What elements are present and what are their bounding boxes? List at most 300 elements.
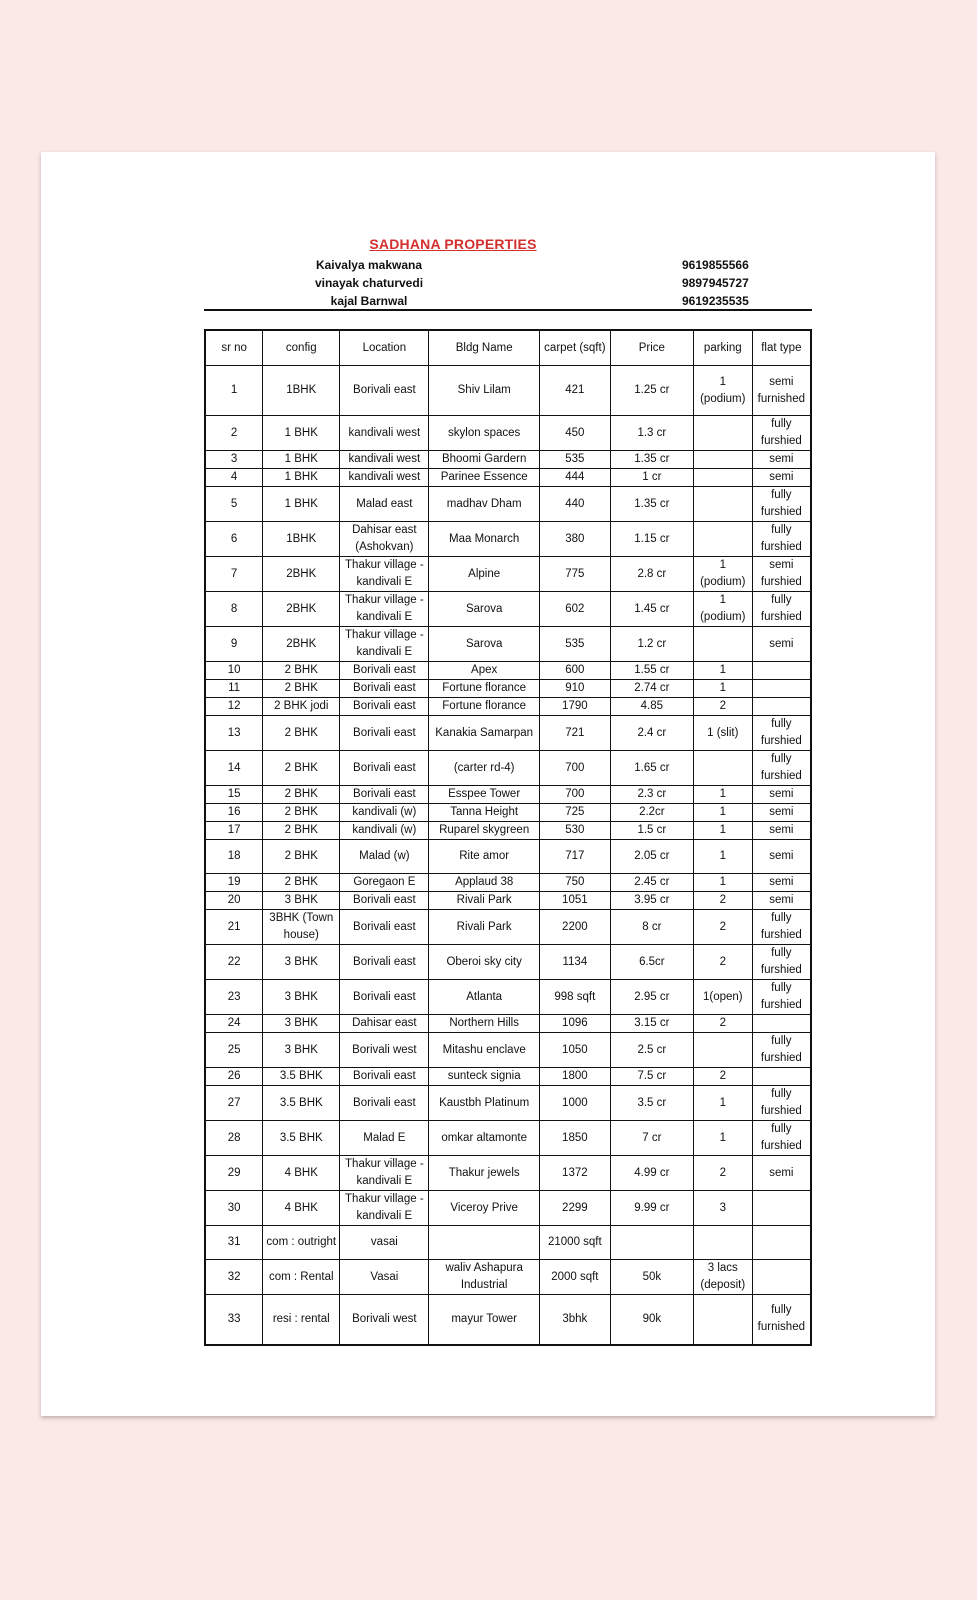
cell-bldg-name: Bhoomi Gardern bbox=[429, 451, 539, 469]
cell-sr-no: 7 bbox=[205, 557, 263, 592]
cell-bldg-name: Northern Hills bbox=[429, 1015, 539, 1033]
cell-flat-type: semi bbox=[752, 840, 811, 874]
cell-carpet: 2000 sqft bbox=[539, 1260, 610, 1295]
cell-config: 2 BHK jodi bbox=[263, 698, 340, 716]
cell-bldg-name: mayur Tower bbox=[429, 1295, 539, 1345]
cell-config: 3.5 BHK bbox=[263, 1068, 340, 1086]
cell-bldg-name: Atlanta bbox=[429, 980, 539, 1015]
table-row bbox=[205, 627, 811, 662]
cell-parking: 1 bbox=[693, 840, 752, 874]
cell-location: Dahisar east bbox=[340, 1015, 429, 1033]
cell-sr-no: 5 bbox=[205, 487, 263, 522]
table-row bbox=[205, 945, 811, 980]
cell-flat-type bbox=[752, 1068, 811, 1086]
cell-price: 3.15 cr bbox=[610, 1015, 693, 1033]
cell-bldg-name: Alpine bbox=[429, 557, 539, 592]
cell-carpet: 725 bbox=[539, 804, 610, 822]
table-row bbox=[205, 751, 811, 786]
cell-config: 1 BHK bbox=[263, 451, 340, 469]
cell-parking: 2 bbox=[693, 892, 752, 910]
cell-carpet: 530 bbox=[539, 822, 610, 840]
cell-parking: 1 (podium) bbox=[693, 366, 752, 416]
cell-config: 2 BHK bbox=[263, 786, 340, 804]
cell-config: 1BHK bbox=[263, 366, 340, 416]
cell-sr-no: 27 bbox=[205, 1086, 263, 1121]
cell-carpet: 600 bbox=[539, 662, 610, 680]
cell-price: 90k bbox=[610, 1295, 693, 1345]
cell-price: 50k bbox=[610, 1260, 693, 1295]
cell-flat-type bbox=[752, 1191, 811, 1226]
table-row bbox=[205, 716, 811, 751]
cell-parking: 2 bbox=[693, 698, 752, 716]
cell-location: Thakur village - kandivali E bbox=[340, 592, 429, 627]
cell-flat-type: semi bbox=[752, 451, 811, 469]
cell-parking bbox=[693, 469, 752, 487]
header-price: Price bbox=[610, 330, 693, 366]
cell-parking: 1 bbox=[693, 1086, 752, 1121]
cell-location: kandivali west bbox=[340, 416, 429, 451]
cell-parking bbox=[693, 1226, 752, 1260]
table-row bbox=[205, 1121, 811, 1156]
cell-config: 3BHK (Town house) bbox=[263, 910, 340, 945]
cell-flat-type: semi bbox=[752, 822, 811, 840]
cell-sr-no: 25 bbox=[205, 1033, 263, 1068]
cell-bldg-name: Rivali Park bbox=[429, 892, 539, 910]
cell-carpet: 440 bbox=[539, 487, 610, 522]
table-row bbox=[205, 592, 811, 627]
cell-parking: 1 (podium) bbox=[693, 592, 752, 627]
cell-bldg-name: madhav Dham bbox=[429, 487, 539, 522]
header-parking: parking bbox=[693, 330, 752, 366]
cell-config: 3 BHK bbox=[263, 945, 340, 980]
cell-bldg-name: (carter rd-4) bbox=[429, 751, 539, 786]
cell-parking bbox=[693, 451, 752, 469]
table-row bbox=[205, 786, 811, 804]
cell-config: 1BHK bbox=[263, 522, 340, 557]
table-row bbox=[205, 366, 811, 416]
cell-price: 3.95 cr bbox=[610, 892, 693, 910]
cell-config: 2 BHK bbox=[263, 662, 340, 680]
cell-location: Malad (w) bbox=[340, 840, 429, 874]
table-body bbox=[205, 366, 811, 1345]
cell-bldg-name: sunteck signia bbox=[429, 1068, 539, 1086]
cell-bldg-name: Tanna Height bbox=[429, 804, 539, 822]
cell-carpet: 535 bbox=[539, 627, 610, 662]
cell-carpet: 21000 sqft bbox=[539, 1226, 610, 1260]
cell-price: 8 cr bbox=[610, 910, 693, 945]
cell-parking: 2 bbox=[693, 1015, 752, 1033]
cell-flat-type: fully furshied bbox=[752, 1086, 811, 1121]
cell-config: 3.5 BHK bbox=[263, 1086, 340, 1121]
cell-bldg-name: Thakur jewels bbox=[429, 1156, 539, 1191]
cell-bldg-name: omkar altamonte bbox=[429, 1121, 539, 1156]
cell-carpet: 3bhk bbox=[539, 1295, 610, 1345]
cell-bldg-name: Apex bbox=[429, 662, 539, 680]
cell-sr-no: 21 bbox=[205, 910, 263, 945]
cell-location: Borivali east bbox=[340, 698, 429, 716]
cell-bldg-name: Shiv Lilam bbox=[429, 366, 539, 416]
cell-sr-no: 9 bbox=[205, 627, 263, 662]
cell-flat-type: fully furshied bbox=[752, 751, 811, 786]
cell-config: 2 BHK bbox=[263, 822, 340, 840]
cell-flat-type: fully furshied bbox=[752, 1121, 811, 1156]
cell-price: 2.95 cr bbox=[610, 980, 693, 1015]
cell-parking: 3 bbox=[693, 1191, 752, 1226]
cell-bldg-name: Rite amor bbox=[429, 840, 539, 874]
cell-flat-type: semi bbox=[752, 892, 811, 910]
cell-flat-type: fully furshied bbox=[752, 980, 811, 1015]
cell-config: 2 BHK bbox=[263, 716, 340, 751]
cell-carpet: 1050 bbox=[539, 1033, 610, 1068]
cell-price: 1.35 cr bbox=[610, 451, 693, 469]
property-table bbox=[204, 329, 812, 1346]
cell-price: 1.65 cr bbox=[610, 751, 693, 786]
contact-name: Kaivalya makwana bbox=[315, 258, 423, 272]
table-row bbox=[205, 1015, 811, 1033]
cell-flat-type: semi bbox=[752, 874, 811, 892]
table-row bbox=[205, 662, 811, 680]
cell-config: 4 BHK bbox=[263, 1156, 340, 1191]
cell-parking: 1 bbox=[693, 662, 752, 680]
cell-sr-no: 11 bbox=[205, 680, 263, 698]
cell-parking: 3 lacs (deposit) bbox=[693, 1260, 752, 1295]
cell-sr-no: 16 bbox=[205, 804, 263, 822]
cell-parking: 1 bbox=[693, 1121, 752, 1156]
cell-parking bbox=[693, 627, 752, 662]
cell-location: Thakur village - kandivali E bbox=[340, 1191, 429, 1226]
header-carpet: carpet (sqft) bbox=[539, 330, 610, 366]
cell-carpet: 1800 bbox=[539, 1068, 610, 1086]
cell-location: Malad E bbox=[340, 1121, 429, 1156]
cell-flat-type: fully furshied bbox=[752, 522, 811, 557]
cell-location: Borivali east bbox=[340, 786, 429, 804]
table-row bbox=[205, 522, 811, 557]
cell-flat-type bbox=[752, 1015, 811, 1033]
contact-row bbox=[204, 258, 812, 276]
cell-location: Borivali east bbox=[340, 366, 429, 416]
cell-price: 2.05 cr bbox=[610, 840, 693, 874]
cell-sr-no: 18 bbox=[205, 840, 263, 874]
table-row bbox=[205, 980, 811, 1015]
cell-parking bbox=[693, 1033, 752, 1068]
cell-config: 3.5 BHK bbox=[263, 1121, 340, 1156]
cell-bldg-name: Mitashu enclave bbox=[429, 1033, 539, 1068]
cell-price: 4.99 cr bbox=[610, 1156, 693, 1191]
cell-config: 2 BHK bbox=[263, 874, 340, 892]
cell-sr-no: 6 bbox=[205, 522, 263, 557]
cell-bldg-name: Rivali Park bbox=[429, 910, 539, 945]
cell-bldg-name: Fortune florance bbox=[429, 698, 539, 716]
cell-parking bbox=[693, 751, 752, 786]
cell-config: 3 BHK bbox=[263, 1015, 340, 1033]
cell-price: 1.15 cr bbox=[610, 522, 693, 557]
cell-sr-no: 13 bbox=[205, 716, 263, 751]
cell-flat-type: fully furshied bbox=[752, 910, 811, 945]
cell-price: 4.85 bbox=[610, 698, 693, 716]
table-row bbox=[205, 416, 811, 451]
cell-bldg-name: Fortune florance bbox=[429, 680, 539, 698]
cell-price: 2.74 cr bbox=[610, 680, 693, 698]
cell-price: 1.35 cr bbox=[610, 487, 693, 522]
cell-flat-type: semi bbox=[752, 1156, 811, 1191]
cell-parking: 2 bbox=[693, 910, 752, 945]
cell-config: 3 BHK bbox=[263, 980, 340, 1015]
cell-bldg-name: Ruparel skygreen bbox=[429, 822, 539, 840]
table-header-row bbox=[205, 330, 811, 366]
cell-config: 3 BHK bbox=[263, 1033, 340, 1068]
cell-flat-type: fully furnished bbox=[752, 1295, 811, 1345]
cell-price: 6.5cr bbox=[610, 945, 693, 980]
cell-carpet: 1051 bbox=[539, 892, 610, 910]
cell-bldg-name: Maa Monarch bbox=[429, 522, 539, 557]
cell-price: 2.45 cr bbox=[610, 874, 693, 892]
cell-flat-type: semi bbox=[752, 627, 811, 662]
cell-config: 2BHK bbox=[263, 592, 340, 627]
header-flat-type: flat type bbox=[752, 330, 811, 366]
cell-sr-no: 17 bbox=[205, 822, 263, 840]
cell-parking: 1 bbox=[693, 680, 752, 698]
cell-location: Borivali east bbox=[340, 662, 429, 680]
company-title: SADHANA PROPERTIES bbox=[369, 236, 537, 252]
cell-bldg-name: waliv Ashapura Industrial bbox=[429, 1260, 539, 1295]
cell-price: 1 cr bbox=[610, 469, 693, 487]
cell-price: 2.8 cr bbox=[610, 557, 693, 592]
cell-location: Borivali west bbox=[340, 1033, 429, 1068]
cell-sr-no: 4 bbox=[205, 469, 263, 487]
cell-carpet: 998 sqft bbox=[539, 980, 610, 1015]
cell-flat-type bbox=[752, 680, 811, 698]
cell-parking: 2 bbox=[693, 945, 752, 980]
cell-bldg-name: Parinee Essence bbox=[429, 469, 539, 487]
cell-bldg-name: Kanakia Samarpan bbox=[429, 716, 539, 751]
cell-bldg-name: Sarova bbox=[429, 592, 539, 627]
cell-config: 2 BHK bbox=[263, 840, 340, 874]
cell-location: Borivali east bbox=[340, 1086, 429, 1121]
cell-config: 2BHK bbox=[263, 627, 340, 662]
table-row bbox=[205, 1295, 811, 1345]
cell-sr-no: 31 bbox=[205, 1226, 263, 1260]
cell-location: kandivali west bbox=[340, 451, 429, 469]
cell-config: 4 BHK bbox=[263, 1191, 340, 1226]
cell-config: com : outright bbox=[263, 1226, 340, 1260]
cell-carpet: 602 bbox=[539, 592, 610, 627]
cell-flat-type: fully furshied bbox=[752, 1033, 811, 1068]
cell-flat-type bbox=[752, 662, 811, 680]
cell-sr-no: 29 bbox=[205, 1156, 263, 1191]
table-row bbox=[205, 892, 811, 910]
table-row bbox=[205, 1191, 811, 1226]
cell-sr-no: 15 bbox=[205, 786, 263, 804]
cell-parking: 1(open) bbox=[693, 980, 752, 1015]
cell-sr-no: 23 bbox=[205, 980, 263, 1015]
cell-parking: 1 (podium) bbox=[693, 557, 752, 592]
cell-carpet: 700 bbox=[539, 751, 610, 786]
table-row bbox=[205, 840, 811, 874]
header-sr-no: sr no bbox=[205, 330, 263, 366]
table-row bbox=[205, 451, 811, 469]
cell-location: Borivali east bbox=[340, 910, 429, 945]
contact-phone: 9619855566 bbox=[682, 258, 749, 272]
cell-price: 1.25 cr bbox=[610, 366, 693, 416]
cell-flat-type bbox=[752, 698, 811, 716]
cell-flat-type: semi bbox=[752, 804, 811, 822]
cell-parking: 1 bbox=[693, 804, 752, 822]
cell-sr-no: 12 bbox=[205, 698, 263, 716]
cell-bldg-name: Oberoi sky city bbox=[429, 945, 539, 980]
header-location: Location bbox=[340, 330, 429, 366]
cell-bldg-name: Applaud 38 bbox=[429, 874, 539, 892]
cell-flat-type bbox=[752, 1226, 811, 1260]
cell-location: Borivali east bbox=[340, 716, 429, 751]
cell-carpet: 1134 bbox=[539, 945, 610, 980]
cell-location: vasai bbox=[340, 1226, 429, 1260]
cell-parking: 1 (slit) bbox=[693, 716, 752, 751]
table-row bbox=[205, 804, 811, 822]
cell-carpet: 910 bbox=[539, 680, 610, 698]
cell-parking bbox=[693, 416, 752, 451]
cell-price: 1.55 cr bbox=[610, 662, 693, 680]
cell-price bbox=[610, 1226, 693, 1260]
table-row bbox=[205, 469, 811, 487]
table-row bbox=[205, 1226, 811, 1260]
cell-flat-type: fully furshied bbox=[752, 945, 811, 980]
cell-bldg-name: Kaustbh Platinum bbox=[429, 1086, 539, 1121]
cell-price: 2.4 cr bbox=[610, 716, 693, 751]
table-row bbox=[205, 1033, 811, 1068]
table-row bbox=[205, 1068, 811, 1086]
cell-location: Dahisar east (Ashokvan) bbox=[340, 522, 429, 557]
cell-sr-no: 28 bbox=[205, 1121, 263, 1156]
cell-sr-no: 24 bbox=[205, 1015, 263, 1033]
cell-flat-type: fully furshied bbox=[752, 592, 811, 627]
cell-location: Vasai bbox=[340, 1260, 429, 1295]
cell-parking bbox=[693, 1295, 752, 1345]
cell-parking: 2 bbox=[693, 1068, 752, 1086]
cell-parking: 1 bbox=[693, 786, 752, 804]
cell-carpet: 421 bbox=[539, 366, 610, 416]
cell-carpet: 444 bbox=[539, 469, 610, 487]
table-row bbox=[205, 680, 811, 698]
cell-price: 2.3 cr bbox=[610, 786, 693, 804]
cell-price: 2.5 cr bbox=[610, 1033, 693, 1068]
cell-bldg-name: Sarova bbox=[429, 627, 539, 662]
cell-flat-type: semi bbox=[752, 786, 811, 804]
cell-flat-type: fully furshied bbox=[752, 716, 811, 751]
cell-bldg-name: Viceroy Prive bbox=[429, 1191, 539, 1226]
cell-sr-no: 14 bbox=[205, 751, 263, 786]
cell-sr-no: 20 bbox=[205, 892, 263, 910]
cell-sr-no: 3 bbox=[205, 451, 263, 469]
cell-price: 7 cr bbox=[610, 1121, 693, 1156]
cell-location: kandivali west bbox=[340, 469, 429, 487]
cell-parking: 1 bbox=[693, 822, 752, 840]
contact-name: kajal Barnwal bbox=[330, 294, 408, 308]
cell-carpet: 700 bbox=[539, 786, 610, 804]
cell-sr-no: 1 bbox=[205, 366, 263, 416]
cell-carpet: 2200 bbox=[539, 910, 610, 945]
cell-flat-type: semi bbox=[752, 469, 811, 487]
cell-carpet: 775 bbox=[539, 557, 610, 592]
cell-carpet: 1372 bbox=[539, 1156, 610, 1191]
cell-carpet: 1790 bbox=[539, 698, 610, 716]
cell-price: 1.3 cr bbox=[610, 416, 693, 451]
cell-location: kandivali (w) bbox=[340, 804, 429, 822]
cell-bldg-name bbox=[429, 1226, 539, 1260]
cell-sr-no: 22 bbox=[205, 945, 263, 980]
cell-sr-no: 19 bbox=[205, 874, 263, 892]
header-bldg-name: Bldg Name bbox=[429, 330, 539, 366]
cell-sr-no: 30 bbox=[205, 1191, 263, 1226]
cell-config: 2BHK bbox=[263, 557, 340, 592]
cell-carpet: 750 bbox=[539, 874, 610, 892]
cell-flat-type: semi furshied bbox=[752, 557, 811, 592]
cell-parking: 1 bbox=[693, 874, 752, 892]
cell-location: Thakur village - kandivali E bbox=[340, 557, 429, 592]
cell-sr-no: 26 bbox=[205, 1068, 263, 1086]
cell-bldg-name: skylon spaces bbox=[429, 416, 539, 451]
contact-row bbox=[204, 276, 812, 294]
cell-parking bbox=[693, 487, 752, 522]
header-config: config bbox=[263, 330, 340, 366]
cell-location: Goregaon E bbox=[340, 874, 429, 892]
cell-flat-type: fully furshied bbox=[752, 416, 811, 451]
table-row bbox=[205, 910, 811, 945]
cell-carpet: 380 bbox=[539, 522, 610, 557]
cell-sr-no: 10 bbox=[205, 662, 263, 680]
table-row bbox=[205, 698, 811, 716]
cell-carpet: 1000 bbox=[539, 1086, 610, 1121]
table-row bbox=[205, 874, 811, 892]
cell-location: Borivali east bbox=[340, 892, 429, 910]
cell-config: 1 BHK bbox=[263, 469, 340, 487]
cell-config: 1 BHK bbox=[263, 487, 340, 522]
cell-location: Borivali east bbox=[340, 680, 429, 698]
cell-price: 2.2cr bbox=[610, 804, 693, 822]
cell-location: Borivali east bbox=[340, 1068, 429, 1086]
cell-carpet: 450 bbox=[539, 416, 610, 451]
cell-sr-no: 33 bbox=[205, 1295, 263, 1345]
cell-parking bbox=[693, 522, 752, 557]
cell-bldg-name: Esspee Tower bbox=[429, 786, 539, 804]
cell-location: Borivali east bbox=[340, 751, 429, 786]
cell-flat-type bbox=[752, 1260, 811, 1295]
cell-parking: 2 bbox=[693, 1156, 752, 1191]
table-row bbox=[205, 1086, 811, 1121]
cell-sr-no: 2 bbox=[205, 416, 263, 451]
cell-location: kandivali (w) bbox=[340, 822, 429, 840]
cell-location: Borivali west bbox=[340, 1295, 429, 1345]
cell-carpet: 2299 bbox=[539, 1191, 610, 1226]
table-row bbox=[205, 557, 811, 592]
cell-sr-no: 32 bbox=[205, 1260, 263, 1295]
cell-carpet: 721 bbox=[539, 716, 610, 751]
table-row bbox=[205, 1156, 811, 1191]
cell-config: 2 BHK bbox=[263, 804, 340, 822]
cell-flat-type: fully furshied bbox=[752, 487, 811, 522]
cell-carpet: 1850 bbox=[539, 1121, 610, 1156]
cell-price: 1.5 cr bbox=[610, 822, 693, 840]
cell-price: 7.5 cr bbox=[610, 1068, 693, 1086]
cell-carpet: 1096 bbox=[539, 1015, 610, 1033]
cell-price: 9.99 cr bbox=[610, 1191, 693, 1226]
contact-phone: 9897945727 bbox=[682, 276, 749, 290]
cell-price: 1.45 cr bbox=[610, 592, 693, 627]
cell-config: 2 BHK bbox=[263, 751, 340, 786]
document-page bbox=[41, 152, 935, 1416]
cell-config: com : Rental bbox=[263, 1260, 340, 1295]
cell-location: Thakur village - kandivali E bbox=[340, 1156, 429, 1191]
contact-list bbox=[204, 258, 812, 312]
